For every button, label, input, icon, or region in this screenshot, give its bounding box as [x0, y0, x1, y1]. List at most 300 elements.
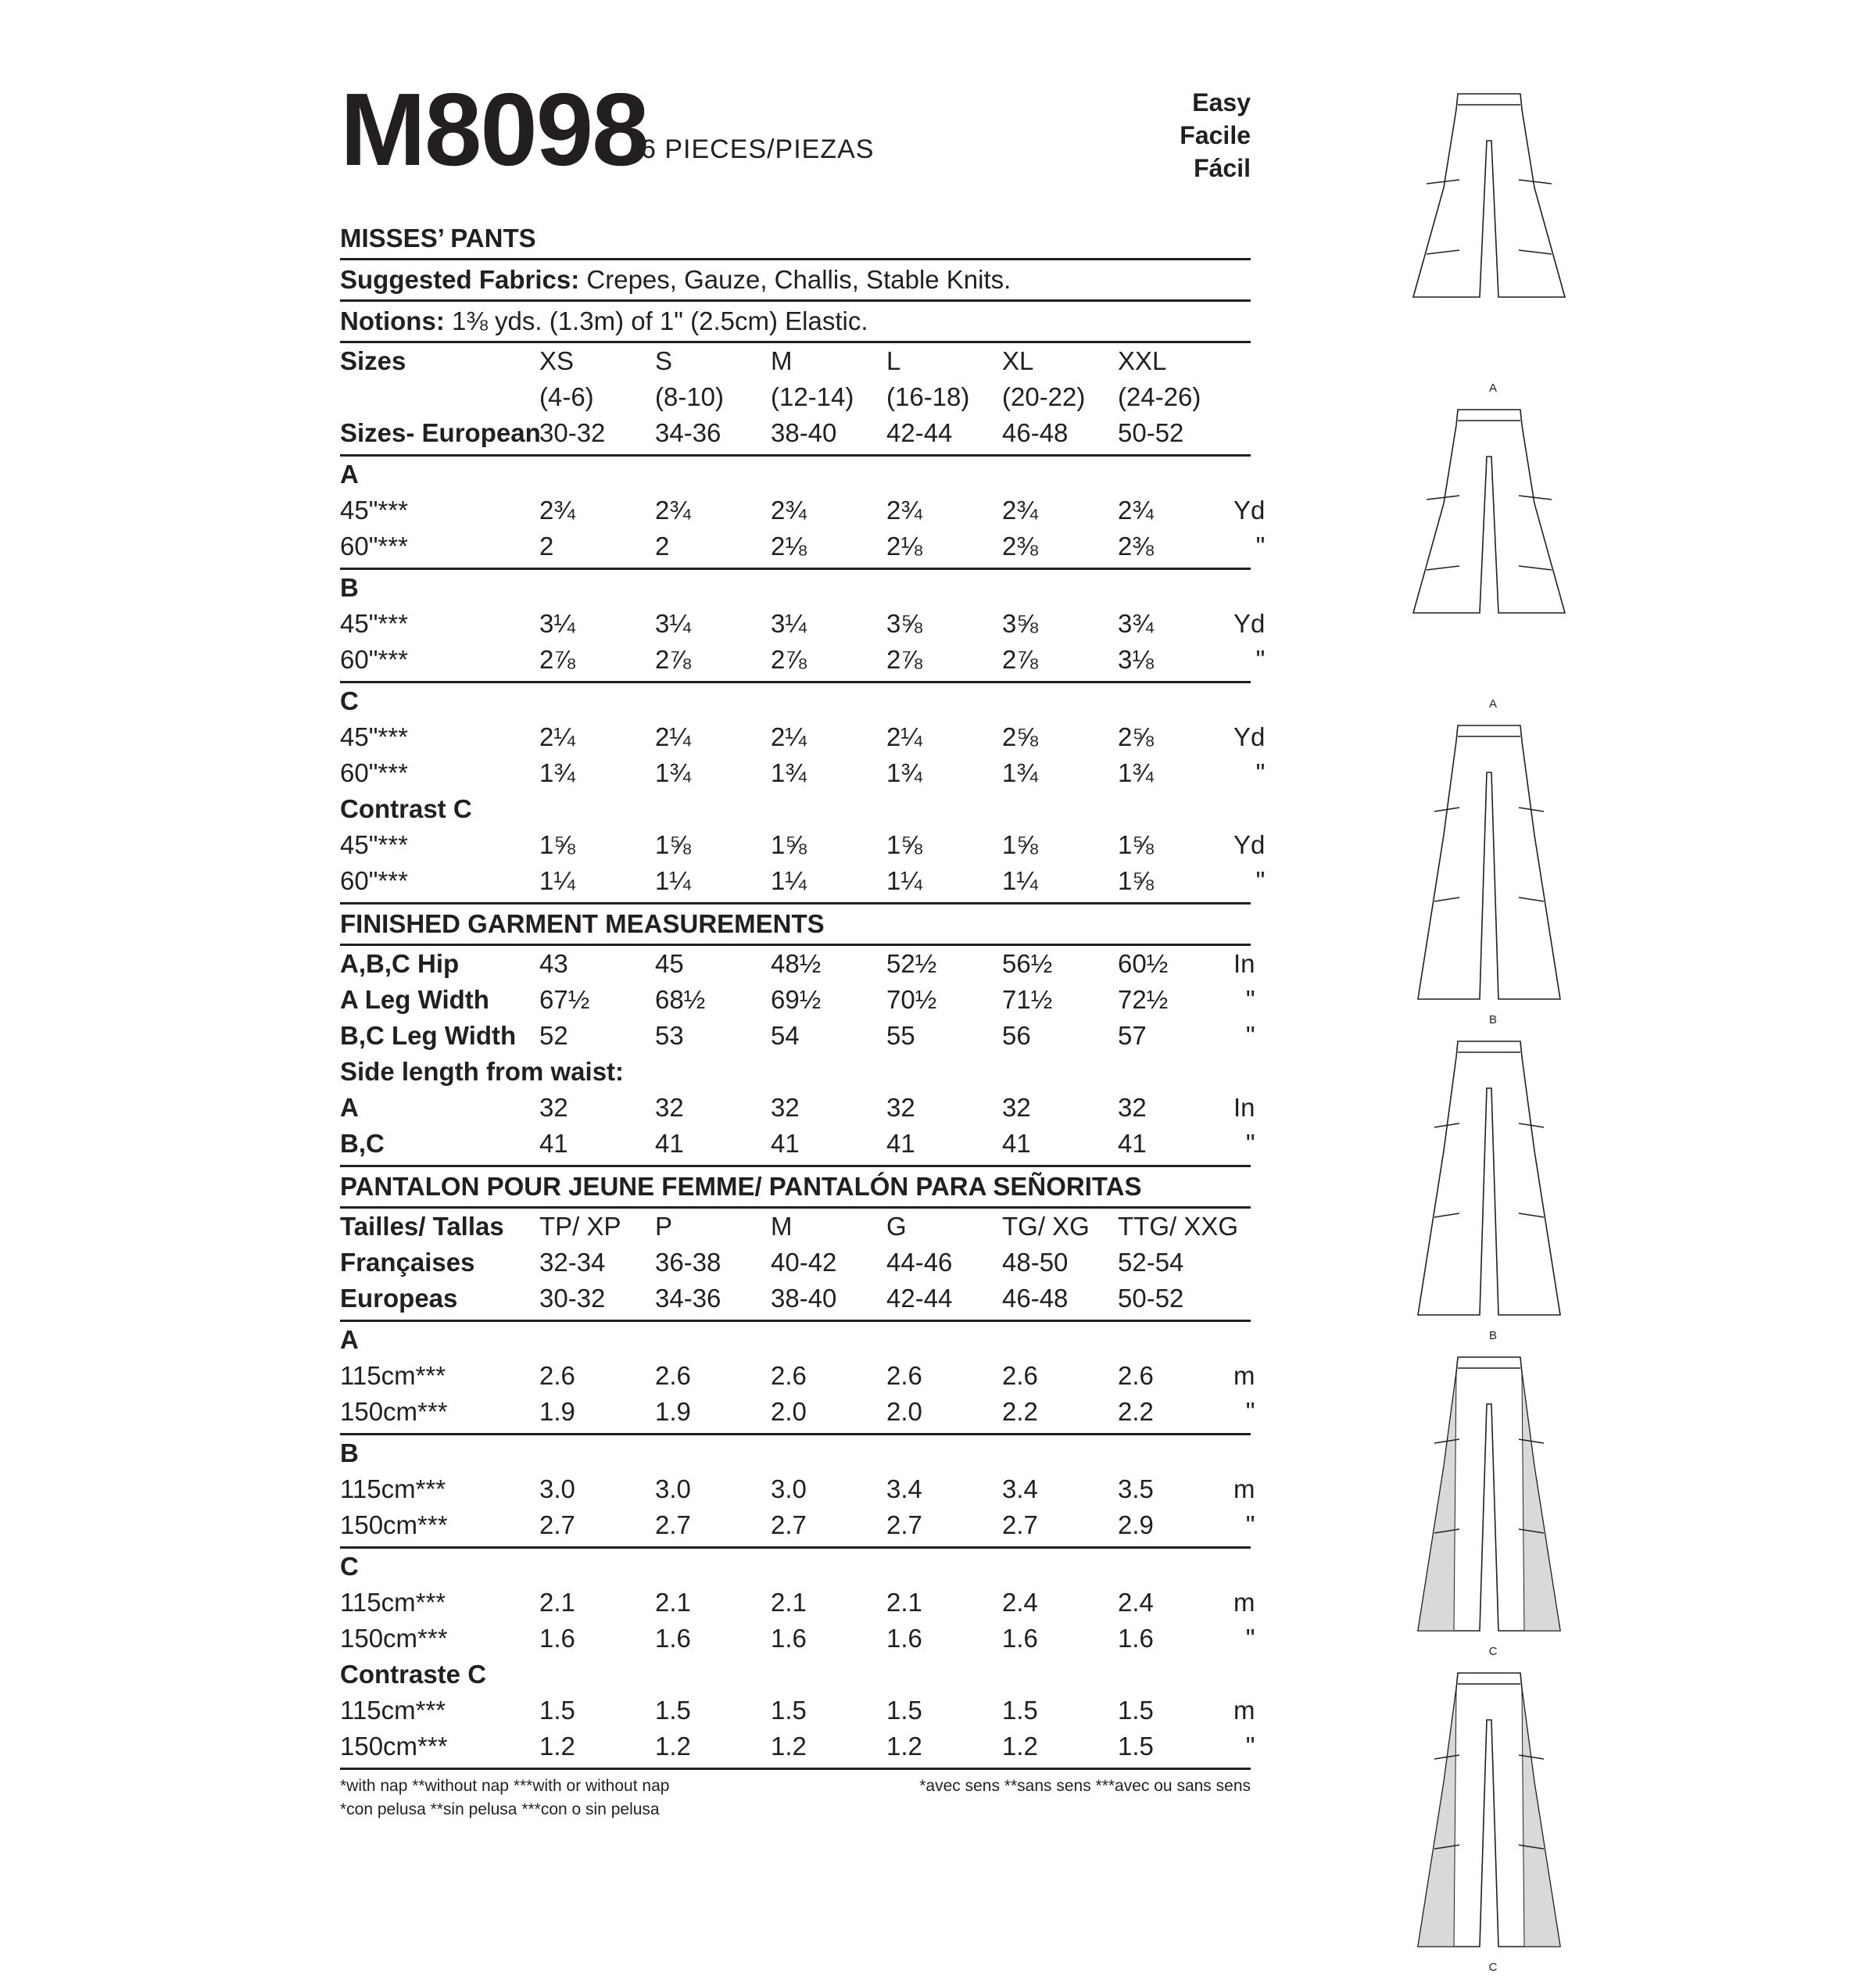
fr-size-value: 40-42 [771, 1248, 837, 1277]
view-group [340, 570, 1266, 683]
pants-outline-icon [1411, 402, 1575, 696]
yardage-row-label: 115cm*** [340, 1474, 446, 1503]
yardage-row-label: 45"*** [340, 830, 408, 859]
measure-row-value: 71½ [1002, 985, 1053, 1014]
view-group [340, 1435, 1255, 1549]
yardage-row-value: 2.0 [771, 1397, 807, 1426]
pattern-code: M8098 [340, 72, 648, 187]
yardage-row-value: 2⅞ [771, 645, 807, 674]
pants-drawing [1411, 1349, 1575, 1665]
view-label: C [340, 1552, 359, 1581]
eu-size-value: 42-44 [886, 1284, 953, 1313]
size-euro-value: 50-52 [1118, 418, 1184, 447]
side-row-value: 32 [539, 1093, 568, 1122]
size-range-value: (20-22) [1002, 382, 1086, 411]
view-group [340, 1549, 1255, 1657]
yardage-row-value: 3.5 [1118, 1474, 1154, 1503]
blank-cell [1118, 570, 1233, 606]
side-row-label: B,C [340, 1129, 385, 1158]
side-row-value: 41 [539, 1129, 568, 1158]
yardage-row-value: 1.5 [886, 1696, 922, 1725]
blank-cell [1233, 1549, 1255, 1585]
yardage-row-value: 1.5 [1002, 1696, 1038, 1725]
blank-cell [771, 457, 886, 493]
blank-cell [539, 1322, 655, 1358]
eu-size-value: 30-32 [539, 1284, 606, 1313]
side-row-value: 32 [655, 1093, 684, 1122]
metric-sizes-table [340, 1209, 1251, 1322]
yardage-row-value: 1.5 [1118, 1732, 1154, 1761]
size-euro-value: 46-48 [1002, 418, 1069, 447]
yardage-row-value: 1.5 [539, 1696, 575, 1725]
yardage-row-label: 60"*** [340, 532, 408, 561]
measure-row-value: 53 [655, 1021, 684, 1050]
yardage-row-value: 2⅛ [886, 532, 922, 561]
footnote-fr: *avec sens **sans sens ***avec ou sans sens [919, 1777, 1251, 1795]
blank-cell [886, 791, 1002, 827]
yardage-row-value: 1.6 [539, 1624, 575, 1653]
yardage-row-value: 1⅝ [655, 830, 691, 859]
blank-cell [655, 1657, 771, 1693]
yardage-row-value: 2.7 [655, 1510, 691, 1539]
blank-cell [655, 1549, 771, 1585]
yardage-row-value: 1⅝ [1118, 866, 1154, 895]
side-row-value: 32 [886, 1093, 915, 1122]
size-name-value: XL [1002, 346, 1034, 375]
yardage-row-value: 2¼ [655, 722, 691, 751]
blank-cell [1002, 457, 1118, 493]
fr-size-name-value: P [655, 1212, 673, 1241]
yardage-row-value: 1.9 [655, 1397, 691, 1426]
blank-cell [1118, 791, 1233, 827]
side-row-value: 41 [1118, 1129, 1147, 1158]
eu-size-value: 50-52 [1118, 1284, 1184, 1313]
pattern-sheet [340, 72, 1266, 1829]
yardage-row-value: 2.1 [771, 1588, 807, 1617]
yardage-row-value: 2¾ [1118, 496, 1154, 525]
side-row-unit: " [1245, 1129, 1255, 1158]
yardage-row-value: 2.6 [1002, 1361, 1038, 1390]
blank-cell [539, 570, 655, 606]
yardage-row-value: 2¾ [886, 496, 922, 525]
view-group [340, 1322, 1255, 1435]
yardage-row-value: 2⅛ [771, 532, 807, 561]
eu-size-label: Europeas [340, 1284, 458, 1313]
yardage-row-unit: Yd [1233, 722, 1266, 751]
yardage-row-unit: " [1255, 758, 1266, 787]
pants-drawing [1411, 402, 1575, 718]
blank-cell [1233, 1657, 1255, 1693]
blank-cell [1002, 683, 1118, 719]
measure-row-value: 72½ [1118, 985, 1169, 1014]
yardage-row-value: 3.0 [539, 1474, 575, 1503]
fr-size-name-value: TTG/ XXG [1118, 1212, 1239, 1241]
blank-cell [655, 1322, 771, 1358]
view-group [340, 1657, 1255, 1770]
yardage-row-value: 1⅝ [539, 830, 575, 859]
blank-cell [655, 1435, 771, 1471]
view-group [340, 457, 1266, 570]
blank-cell [771, 570, 886, 606]
yardage-row-value: 1.6 [1002, 1624, 1038, 1653]
yardage-row-unit: " [1245, 1397, 1255, 1426]
yardage-row-value: 1¼ [1002, 866, 1038, 895]
blank-cell [1118, 457, 1233, 493]
blank-cell [771, 683, 886, 719]
view-caption: A [1488, 697, 1497, 711]
yardage-row-value: 2⅝ [1118, 722, 1154, 751]
blank-cell [1002, 1657, 1118, 1693]
yardage-row-unit: " [1255, 532, 1266, 561]
measure-row-value: 60½ [1118, 949, 1169, 978]
yardage-row-unit: " [1255, 645, 1266, 674]
yardage-row-value: 2.1 [539, 1588, 575, 1617]
yardage-row-unit: Yd [1233, 496, 1266, 525]
size-euro-value: 34-36 [655, 418, 721, 447]
pants-outline-icon [1411, 1033, 1575, 1327]
blank-cell [1118, 1435, 1233, 1471]
yardage-row-unit: " [1255, 866, 1266, 895]
yardage-row-value: 3¾ [1118, 609, 1154, 638]
yardage-row-label: 60"*** [340, 758, 408, 787]
yardage-row-value: 2.4 [1118, 1588, 1154, 1617]
yardage-row-value: 1.6 [771, 1624, 807, 1653]
measure-row-unit: " [1245, 1021, 1255, 1050]
blank-cell [1118, 1322, 1233, 1358]
blank-cell [655, 683, 771, 719]
fr-size-name-value: TG/ XG [1002, 1212, 1090, 1241]
yardage-row-value: 2.0 [886, 1397, 922, 1426]
yardage-row-label: 115cm*** [340, 1361, 446, 1390]
yardage-row-value: 1¼ [771, 866, 807, 895]
yardage-row-value: 2.7 [539, 1510, 575, 1539]
yardage-row-value: 2¼ [539, 722, 575, 751]
view-caption: C [1488, 1645, 1498, 1658]
measure-row-value: 55 [886, 1021, 915, 1050]
yardage-row-label: 45"*** [340, 722, 408, 751]
blank-cell [771, 1435, 886, 1471]
yardage-row-label: 150cm*** [340, 1732, 448, 1761]
pants-drawing [1411, 718, 1575, 1033]
yardage-row-value: 2 [539, 532, 554, 561]
side-row-value: 41 [886, 1129, 915, 1158]
blank-cell [655, 791, 771, 827]
footnote-en: *with nap **without nap ***with or without nap [340, 1777, 670, 1795]
yardage-row-value: 3¼ [655, 609, 691, 638]
size-euro-label: Sizes- European [340, 418, 541, 447]
size-range-value: (8-10) [655, 382, 725, 411]
fr-size-value: 44-46 [886, 1248, 953, 1277]
size-name-unit [1233, 343, 1251, 379]
pants-drawing [1411, 1033, 1575, 1349]
yardage-row-value: 2¾ [655, 496, 691, 525]
side-row-value: 41 [1002, 1129, 1031, 1158]
yardage-row-unit: m [1233, 1474, 1255, 1503]
yardage-row-value: 2.6 [655, 1361, 691, 1390]
yardage-row-unit: " [1245, 1510, 1255, 1539]
size-name-value: XXL [1118, 346, 1167, 375]
side-row-value: 32 [1002, 1093, 1031, 1122]
yardage-row-value: 1¾ [886, 758, 922, 787]
yardage-row-value: 2⅞ [886, 645, 922, 674]
fabrics-label: Suggested Fabrics: [340, 265, 580, 294]
level-fr: Facile [1180, 121, 1251, 149]
size-range-value: (16-18) [886, 382, 970, 411]
eu-size-value: 34-36 [655, 1284, 721, 1313]
measure-row-label: A Leg Width [340, 985, 489, 1014]
fr-size-label: Françaises [340, 1248, 475, 1277]
pieces-count: 6 PIECES/PIEZAS [641, 134, 875, 164]
measure-row-value: 56 [1002, 1021, 1031, 1050]
pants-drawing [1411, 1665, 1575, 1981]
measure-row-value: 45 [655, 949, 684, 978]
measure-row-value: 43 [539, 949, 568, 978]
yardage-row-value: 3¼ [539, 609, 575, 638]
blank-cell [771, 1657, 886, 1693]
yardage-row-value: 1¾ [1002, 758, 1038, 787]
view-group [340, 791, 1266, 905]
size-name-value: S [655, 346, 673, 375]
view-caption: C [1488, 1961, 1498, 1974]
finished-measurements-title: FINISHED GARMENT MEASUREMENTS [340, 905, 1251, 946]
yardage-row-value: 1⅝ [886, 830, 922, 859]
blank-cell [886, 1657, 1002, 1693]
measure-row-value: 67½ [539, 985, 590, 1014]
blank-cell [771, 791, 886, 827]
blank-cell [539, 683, 655, 719]
french-spanish-title: PANTALON POUR JEUNE FEMME/ PANTALÓN PARA SEÑORITAS [340, 1167, 1251, 1209]
fr-size-name-label: Tailles/ Tallas [340, 1212, 504, 1241]
side-length-label: Side length from waist: [340, 1057, 625, 1086]
difficulty-level [1180, 86, 1251, 184]
fr-size-value: 48-50 [1002, 1248, 1069, 1277]
yardage-row-value: 2.6 [771, 1361, 807, 1390]
yardage-row-value: 1⅝ [1002, 830, 1038, 859]
notions [340, 302, 1251, 343]
side-row-value: 41 [771, 1129, 800, 1158]
yardage-row-value: 2⅞ [655, 645, 691, 674]
yardage-row-value: 2.6 [886, 1361, 922, 1390]
size-euro-unit [1233, 415, 1251, 451]
yardage-row-value: 2.9 [1118, 1510, 1154, 1539]
yardage-row-value: 2⅜ [1002, 532, 1038, 561]
yardage-row-value: 3.0 [771, 1474, 807, 1503]
yardage-row-value: 1.2 [886, 1732, 922, 1761]
sizes-table [340, 343, 1251, 457]
fr-size-value: 36-38 [655, 1248, 721, 1277]
yardage-row-value: 2⅝ [1002, 722, 1038, 751]
yardage-row-unit: m [1233, 1361, 1255, 1390]
view-label: B [340, 1438, 359, 1467]
yardage-row-value: 1.5 [655, 1696, 691, 1725]
blank-cell [1118, 683, 1233, 719]
blank-cell [771, 1549, 886, 1585]
yardage-row-unit: m [1233, 1588, 1255, 1617]
yardage-row-value: 2.7 [1002, 1510, 1038, 1539]
yardage-row-value: 2⅜ [1118, 532, 1154, 561]
yardage-row-unit: " [1245, 1624, 1255, 1653]
yardage-row-value: 2.2 [1118, 1397, 1154, 1426]
level-es: Fácil [1194, 154, 1251, 182]
fabrics-value: Crepes, Gauze, Challis, Stable Knits. [579, 265, 1011, 294]
yardage-row-label: 60"*** [340, 645, 408, 674]
yardage-row-value: 2.6 [539, 1361, 575, 1390]
yardage-row-value: 1⅝ [771, 830, 807, 859]
yardage-row-value: 2.6 [1118, 1361, 1154, 1390]
yardage-row-value: 1¾ [539, 758, 575, 787]
yardage-table [340, 457, 1266, 905]
pants-outline-icon [1411, 86, 1575, 380]
blank-cell [1002, 570, 1118, 606]
measure-row-label: B,C Leg Width [340, 1021, 517, 1050]
pants-drawing [1411, 86, 1575, 402]
view-label: A [340, 1325, 359, 1354]
blank-cell [886, 570, 1002, 606]
eu-size-value: 38-40 [771, 1284, 837, 1313]
pants-outline-icon [1411, 1349, 1575, 1643]
blank-cell [771, 1322, 886, 1358]
blank-cell [1002, 1549, 1118, 1585]
yardage-row-value: 2.7 [886, 1510, 922, 1539]
size-euro-value: 38-40 [771, 418, 837, 447]
blank-cell [886, 457, 1002, 493]
view-group [340, 683, 1266, 791]
blank-cell [1233, 791, 1265, 827]
blank-cell [539, 457, 655, 493]
size-range-label [340, 379, 539, 415]
measure-row-value: 52 [539, 1021, 568, 1050]
yardage-row-value: 3.0 [655, 1474, 691, 1503]
measure-row-unit: " [1245, 985, 1255, 1014]
metric-yardage-table [340, 1322, 1255, 1770]
size-name-value: M [771, 346, 793, 375]
yardage-row-value: 1¼ [886, 866, 922, 895]
eu-size-value: 46-48 [1002, 1284, 1069, 1313]
measure-row-value: 70½ [886, 985, 937, 1014]
yardage-row-value: 1.6 [655, 1624, 691, 1653]
yardage-row-value: 1.2 [539, 1732, 575, 1761]
side-row-value: 32 [771, 1093, 800, 1122]
view-label: Contraste C [340, 1660, 487, 1689]
size-name-label: Sizes [340, 346, 406, 375]
measure-row-value: 48½ [771, 949, 822, 978]
yardage-row-unit: m [1233, 1696, 1255, 1725]
side-row-label: A [340, 1093, 359, 1122]
measure-row-unit: In [1233, 949, 1255, 978]
yardage-row-unit: Yd [1233, 609, 1266, 638]
yardage-row-unit: " [1245, 1732, 1255, 1761]
blank-cell [1233, 1435, 1255, 1471]
blank-cell [1002, 1435, 1118, 1471]
yardage-row-value: 2.7 [771, 1510, 807, 1539]
measure-row-value: 54 [771, 1021, 800, 1050]
yardage-row-label: 115cm*** [340, 1696, 446, 1725]
blank-cell [539, 1657, 655, 1693]
yardage-row-label: 150cm*** [340, 1624, 448, 1653]
yardage-row-value: 2¾ [1002, 496, 1038, 525]
pants-outline-icon [1411, 1665, 1575, 1959]
yardage-row-value: 3⅛ [1118, 645, 1154, 674]
yardage-row-label: 115cm*** [340, 1588, 446, 1617]
technical-drawings [1411, 86, 1575, 1981]
yardage-row-value: 1¼ [655, 866, 691, 895]
yardage-row-unit: Yd [1233, 830, 1266, 859]
pattern-title: MISSES’ PANTS [340, 219, 1251, 260]
blank-cell [1233, 683, 1265, 719]
yardage-row-label: 150cm*** [340, 1397, 448, 1426]
yardage-row-value: 1.2 [1002, 1732, 1038, 1761]
size-range-value: (4-6) [539, 382, 594, 411]
yardage-row-value: 1¾ [655, 758, 691, 787]
footnote-es: *con pelusa **sin pelusa ***con o sin pelusa [340, 1800, 660, 1818]
yardage-row-value: 1.6 [1118, 1624, 1154, 1653]
size-euro-value: 30-32 [539, 418, 606, 447]
yardage-row-value: 1.9 [539, 1397, 575, 1426]
fr-size-value: 52-54 [1118, 1248, 1184, 1277]
blank-cell [539, 1435, 655, 1471]
header [340, 72, 1251, 219]
yardage-row-label: 150cm*** [340, 1510, 448, 1539]
size-name-value: XS [539, 346, 575, 375]
blank-cell [1002, 1322, 1118, 1358]
fr-size-name-unit [1233, 1209, 1251, 1245]
yardage-row-value: 2¾ [539, 496, 575, 525]
yardage-row-label: 60"*** [340, 866, 408, 895]
measure-row-label: A,B,C Hip [340, 949, 460, 978]
fr-size-value: 32-34 [539, 1248, 606, 1277]
yardage-row-value: 1.5 [771, 1696, 807, 1725]
blank-cell [886, 1322, 1002, 1358]
view-label: Contrast C [340, 794, 472, 823]
yardage-row-value: 2 [655, 532, 670, 561]
yardage-row-value: 3.4 [1002, 1474, 1038, 1503]
blank-cell [539, 791, 655, 827]
yardage-row-value: 2.1 [655, 1588, 691, 1617]
side-row-value: 32 [1118, 1093, 1147, 1122]
yardage-row-value: 2¼ [771, 722, 807, 751]
size-range-unit [1233, 379, 1251, 415]
yardage-row-value: 2⅞ [539, 645, 575, 674]
yardage-row-value: 2⅞ [1002, 645, 1038, 674]
level-en: Easy [1192, 88, 1251, 116]
fr-size-name-value: G [886, 1212, 907, 1241]
yardage-row-value: 2¼ [886, 722, 922, 751]
measure-row-value: 68½ [655, 985, 706, 1014]
yardage-row-value: 3.4 [886, 1474, 922, 1503]
yardage-row-label: 45"*** [340, 496, 408, 525]
blank-cell [655, 457, 771, 493]
yardage-row-value: 2.2 [1002, 1397, 1038, 1426]
blank-cell [1233, 570, 1265, 606]
yardage-row-value: 2.1 [886, 1588, 922, 1617]
notions-value: 1⅜ yds. (1.3m) of 1" (2.5cm) Elastic. [444, 306, 868, 335]
yardage-row-value: 3⅝ [1002, 609, 1038, 638]
measure-row-value: 57 [1118, 1021, 1147, 1050]
view-caption: A [1488, 382, 1497, 395]
yardage-row-value: 1¾ [771, 758, 807, 787]
yardage-row-value: 1⅝ [1118, 830, 1154, 859]
blank-cell [886, 1549, 1002, 1585]
pants-outline-icon [1411, 718, 1575, 1012]
yardage-row-label: 45"*** [340, 609, 408, 638]
yardage-row-value: 1¼ [539, 866, 575, 895]
view-label: C [340, 686, 359, 715]
side-row-unit: In [1233, 1093, 1255, 1122]
footnotes [340, 1775, 1251, 1829]
blank-cell [886, 1435, 1002, 1471]
measure-row-value: 69½ [771, 985, 822, 1014]
blank-cell [1233, 457, 1265, 493]
